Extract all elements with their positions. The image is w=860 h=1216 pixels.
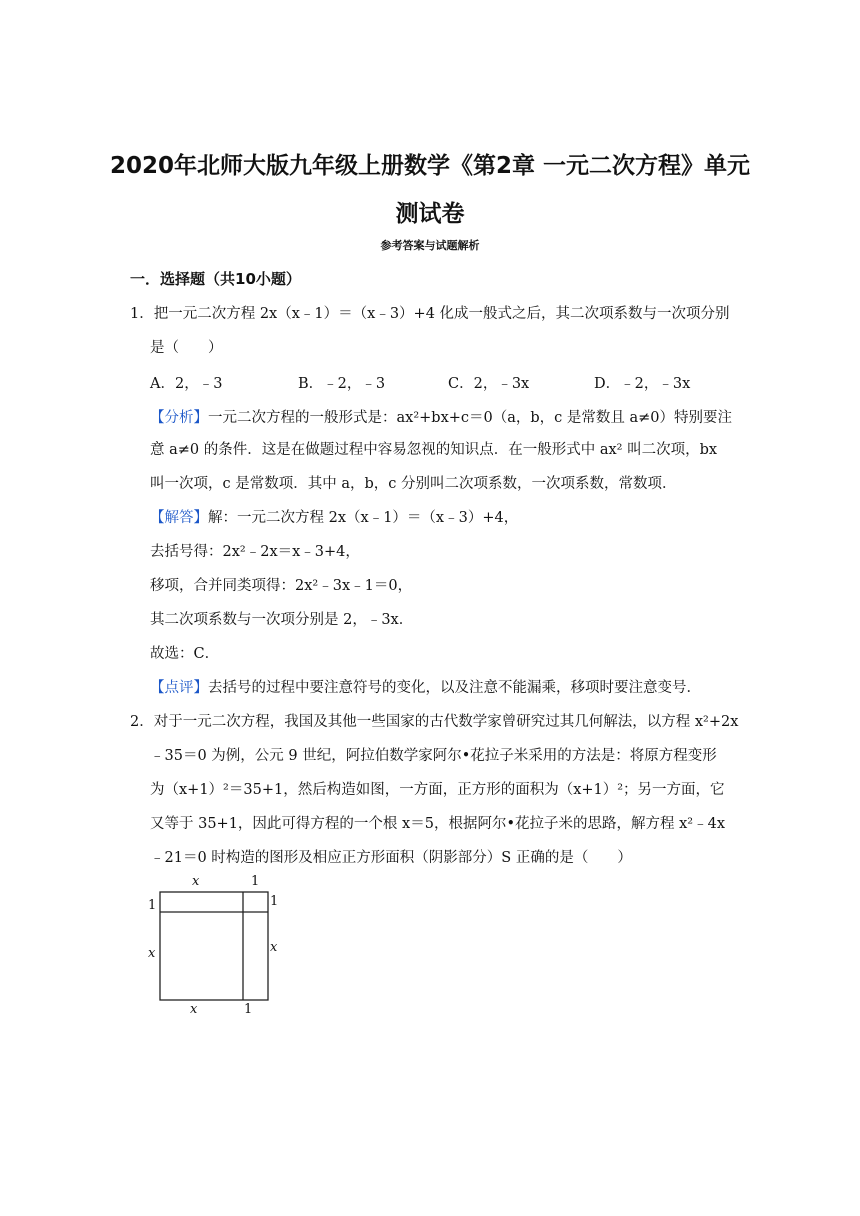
label-top-1: 1 [251, 874, 260, 889]
q1-solution-line-5: 故选：C． [150, 646, 220, 662]
label-top-x: x [192, 874, 200, 889]
title-line-1: 2020年北师大版九年级上册数学《第2章 一元二次方程》单元 [109, 153, 751, 179]
label-left-1: 1 [148, 898, 157, 913]
q2-line-4: 又等于 35+1，因此可得方程的一个根 x＝5，根据阿尔•花拉子米的思路，解方程 x²﹣4x [150, 816, 725, 832]
q2-line-3: 为（x+1）²＝35+1，然后构造如图，一方面，正方形的面积为（x+1）²；另一方面，它 [150, 782, 725, 798]
comment-tag: 【点评】 [150, 680, 208, 696]
q1-analysis-line-1 [150, 406, 732, 427]
solution-text-1: 解：一元二次方程 2x（x﹣1）＝（x﹣3）+4， [208, 510, 519, 526]
q1-stem-line-2: 是（ ） [150, 340, 223, 356]
label-right-x: x [270, 940, 278, 955]
title-line-2: 测试卷 [395, 201, 465, 227]
label-bottom-1: 1 [244, 1002, 253, 1017]
q1-solution-line-1 [150, 506, 518, 527]
analysis-tag: 【分析】 [150, 410, 208, 426]
label-right-1: 1 [270, 894, 279, 909]
q1-option-d: D．﹣2，﹣3x [594, 376, 691, 392]
q1-option-b: B．﹣2，﹣3 [298, 376, 386, 392]
q2-line-2: ﹣35＝0 为例，公元 9 世纪，阿拉伯数学家阿尔•花拉子米采用的方法是：将原方程变形 [150, 748, 717, 764]
subtitle: 参考答案与试题解析 [380, 239, 480, 252]
q1-analysis-line-2: 意 a≠0 的条件．这是在做题过程中容易忽视的知识点．在一般形式中 ax² 叫二次项，bx [150, 442, 718, 458]
label-left-x: x [148, 946, 156, 961]
comment-text: 去括号的过程中要注意符号的变化，以及注意不能漏乘，移项时要注意变号． [208, 680, 701, 696]
q1-options [150, 372, 710, 392]
outer-square [160, 892, 268, 1000]
analysis-text-1: 一元二次方程的一般形式是：ax²+bx+c＝0（a，b，c 是常数且 a≠0）特别要注 [208, 410, 733, 426]
q1-solution-line-4: 其二次项系数与一次项分别是 2，﹣3x． [150, 612, 414, 628]
q1-solution-line-3: 移项，合并同类项得：2x²﹣3x﹣1＝0， [150, 578, 413, 594]
square-diagram [140, 870, 290, 1020]
q1-comment-line [150, 676, 701, 697]
q1-option-a: A．2，﹣3 [150, 376, 223, 392]
document-title [100, 142, 760, 238]
square-figure [140, 870, 290, 1020]
section-heading: 一．选择题（共10小题） [130, 270, 301, 288]
q2-line-1: 2．对于一元二次方程，我国及其他一些国家的古代数学家曾研究过其几何解法，以方程 x²+2x [130, 714, 739, 730]
q1-analysis-line-3: 叫一次项，c 是常数项．其中 a，b，c 分别叫二次项系数，一次项系数，常数项． [150, 476, 677, 492]
q1-solution-line-2: 去括号得：2x²﹣2x＝x﹣3+4， [150, 544, 360, 560]
q2-line-5: ﹣21＝0 时构造的图形及相应正方形面积（阴影部分）S 正确的是（ ） [150, 850, 632, 866]
solution-tag: 【解答】 [150, 510, 208, 526]
q1-option-c: C．2，﹣3x [448, 376, 530, 392]
label-bottom-x: x [190, 1002, 198, 1017]
q1-stem-line-1: 1．把一元二次方程 2x（x﹣1）＝（x﹣3）+4 化成一般式之后，其二次项系数与一次项分别 [130, 306, 730, 322]
